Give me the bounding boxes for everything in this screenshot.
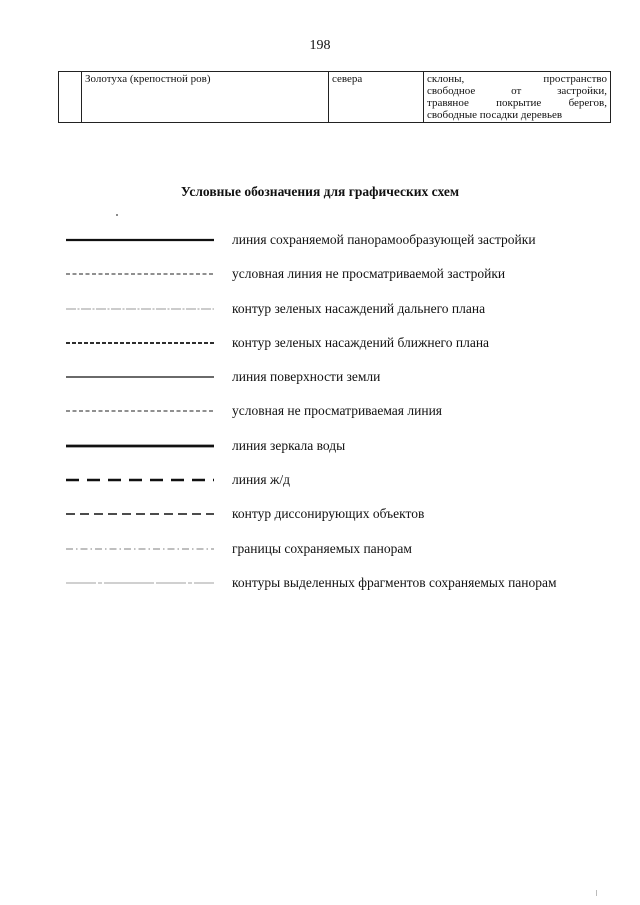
legend-item [66,538,626,572]
page-number: 198 [309,38,331,53]
legend-label: условная линия не просматриваемой застройки [232,266,506,282]
line-sample-icon [66,469,216,489]
line-sample-icon [66,332,216,352]
description-line: травяное покрытие берегов, [427,97,607,109]
legend-label: границы сохраняемых панорам [232,540,412,556]
legend-item [66,298,626,332]
legend-item [66,332,626,366]
line-sample-icon [66,435,216,455]
line-sample-icon [66,298,216,318]
object-name-cell: Золотуха (крепостной ров) [82,72,329,123]
legend-label: линия поверхности земли [232,369,381,385]
description-cell [424,72,611,123]
legend-item [66,572,626,606]
legend-item [66,503,626,537]
legend-label: условная не просматриваемая линия [232,403,443,419]
stray-dot [116,214,118,216]
line-sample-icon [66,503,216,523]
line-sample-icon [66,572,216,592]
legend [66,229,626,606]
legend-item [66,469,626,503]
description-line: свободное от застройки, [427,85,607,97]
line-sample-icon [66,229,216,249]
legend-item [66,400,626,434]
legend-item [66,229,626,263]
row-index-cell [59,72,82,123]
legend-item [66,435,626,469]
legend-label: контуры выделенных фрагментов сохраняемых панорам [232,574,557,590]
legend-item [66,366,626,400]
description-line: свободные посадки деревьев [427,109,563,121]
legend-label: контур диссонирующих объектов [232,506,425,522]
legend-label: контур зеленых насаждений дальнего плана [232,300,486,316]
description-line: склоны, пространство [427,73,607,85]
line-sample-icon [66,400,216,420]
legend-label: линия ж/д [232,472,290,488]
legend-label: линия зеркала воды [232,437,346,453]
legend-label: линия сохраняемой панорамообразующей застройки [232,232,536,247]
line-sample-icon [66,538,216,558]
direction-cell: севера [329,72,424,123]
legend-title: Условные обозначения для графических схем [180,184,460,199]
table-row [59,72,611,123]
panorama-table [58,71,611,123]
legend-item [66,263,626,297]
line-sample-icon [66,263,216,283]
margin-mark [596,890,597,896]
legend-label: контур зеленых насаждений ближнего плана [232,334,490,350]
line-sample-icon [66,366,216,386]
